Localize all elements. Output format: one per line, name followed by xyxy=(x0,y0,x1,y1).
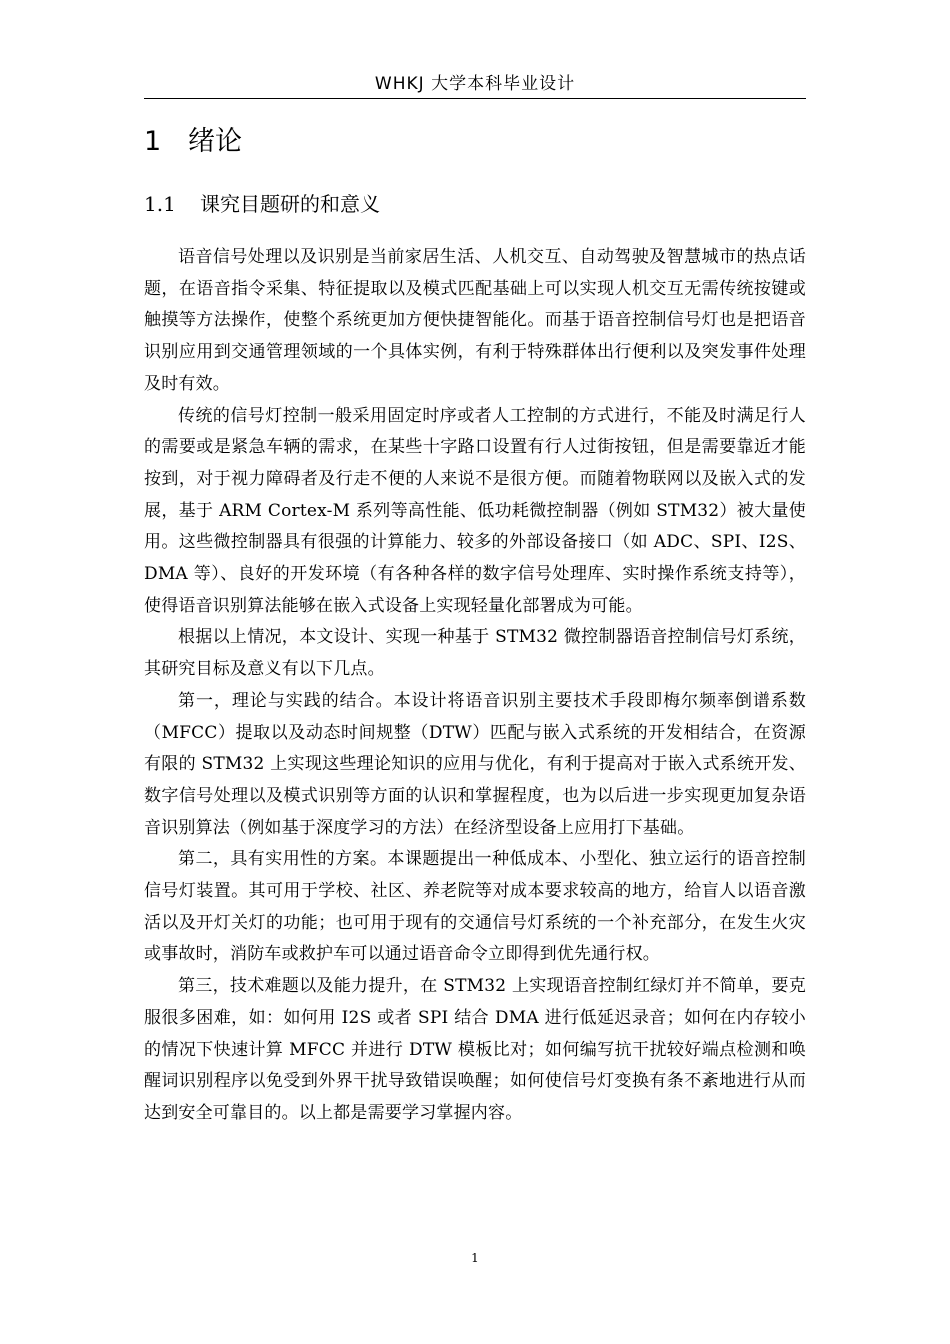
chapter-title: 绪论 xyxy=(188,126,242,157)
paragraph-4: 第一，理论与实践的结合。本设计将语音识别主要技术手段即梅尔频率倒谱系数（MFCC）提取以及动态时间规整（DTW）匹配与嵌入式系统的开发相结合，在资源有限的 STM32 上实现这些理论知识的应用与优化，有利于提高对于嵌入式系统开发、数字信号处理以及模式识别等方面的认识和掌握程度，也为以后进一步实现更加复杂语音识别算法（例如基于深度学习的方法）在经济型设备上应用打下基础。 xyxy=(144,690,806,838)
section-number: 1.1 xyxy=(144,192,176,216)
chapter-heading xyxy=(144,124,242,160)
body-text xyxy=(144,242,806,1130)
section-heading xyxy=(144,189,380,219)
running-header: WHKJ 大学本科毕业设计 xyxy=(374,74,576,94)
paragraph-3: 根据以上情况，本文设计、实现一种基于 STM32 微控制器语音控制信号灯系统，其研究目标及意义有以下几点。 xyxy=(144,627,806,680)
paragraph-6: 第三，技术难题以及能力提升，在 STM32 上实现语音控制红绿灯并不简单，要克服很多困难，如：如何用 I2S 或者 SPI 结合 DMA 进行低延迟录音；如何在内存较小的情况下快速计算 MFCC 并进行 DTW 模板比对；如何编写抗干扰较好端点检测和唤醒词识别程序以免受到外界干扰导致错误唤醒；如何使信号灯变换有条不紊地进行从而达到安全可靠目的。以上都是需要学习掌握内容。 xyxy=(144,976,806,1123)
paragraph-5: 第二，具有实用性的方案。本课题提出一种低成本、小型化、独立运行的语音控制信号灯装置。其可用于学校、社区、养老院等对成本要求较高的地方，给盲人以语音激活以及开灯关灯的功能；也可用于现有的交通信号灯系统的一个补充部分，在发生火灾或事故时，消防车或救护车可以通过语音命令立即得到优先通行权。 xyxy=(144,849,806,965)
paragraph-2: 传统的信号灯控制一般采用固定时序或者人工控制的方式进行，不能及时满足行人的需要或是紧急车辆的需求，在某些十字路口设置有行人过街按钮，但是需要靠近才能按到，对于视力障碍者及行走不便的人来说不是很方便。而随着物联网以及嵌入式的发展，基于 ARM Cortex-M 系列等高性能、低功耗微控制器（例如 STM32）被大量使用。这些微控制器具有很强的计算能力、较多的外部设备接口（如 ADC、SPI、I2S、DMA 等）、良好的开发环境（有各种各样的数字信号处理库、实时操作系统支持等），使得语音识别算法能够在嵌入式设备上实现轻量化部署成为可能。 xyxy=(144,405,806,616)
section-title: 课究目题研的和意义 xyxy=(200,192,380,216)
page-number: 1 xyxy=(471,1251,479,1265)
header-rule xyxy=(144,98,806,99)
paragraph-1: 语音信号处理以及识别是当前家居生活、人机交互、自动驾驶及智慧城市的热点话题，在语音指令采集、特征提取以及模式匹配基础上可以实现人机交互无需传统按键或触摸等方法操作，使整个系统更加方便快捷智能化。而基于语音控制信号灯也是把语音识别应用到交通管理领域的一个具体实例，有利于特殊群体出行便利以及突发事件处理及时有效。 xyxy=(144,247,806,394)
chapter-number: 1 xyxy=(144,126,162,157)
